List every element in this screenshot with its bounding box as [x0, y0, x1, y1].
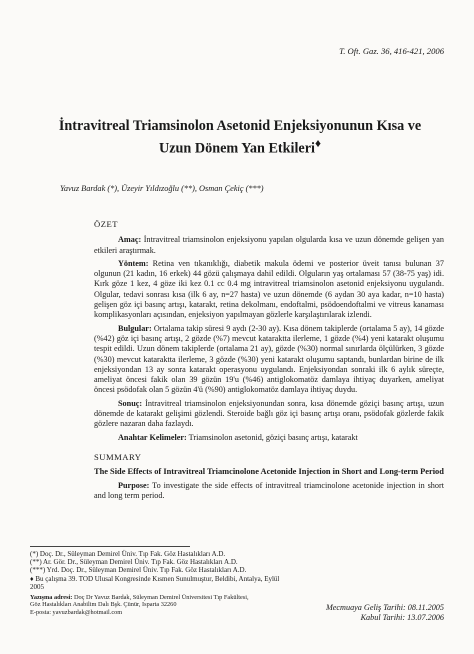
title-footnote-mark: ♦ — [314, 136, 321, 150]
purpose-paragraph — [94, 481, 444, 502]
amac-label: Amaç: — [118, 235, 142, 245]
english-title: The Side Effects of Intravitreal Triamcinolone Acetonide Injection in Short and Long-term Period — [94, 467, 444, 477]
abstract-section — [94, 219, 444, 504]
correspondence-address — [30, 594, 260, 616]
bulgular-paragraph — [94, 324, 444, 396]
accepted-date: Kabul Tarihi: 13.07.2006 — [360, 613, 444, 622]
summary-heading: SUMMARY — [94, 451, 142, 462]
article-title — [40, 118, 440, 158]
title-line-2: Uzun Dönem Yan Etkileri — [159, 140, 315, 157]
purpose-text: To investigate the side effects of intravitreal triamcinolone acetonide injection in short and long term period. — [94, 480, 444, 500]
keywords-text: Triamsinolon asetonid, göziçi basınç artışı, katarakt — [186, 432, 358, 442]
keywords-label: Anahtar Kelimeler: — [118, 432, 187, 442]
yontem-paragraph — [94, 259, 444, 321]
received-date: Mecmuaya Geliş Tarihi: 08.11.2005 — [325, 603, 444, 612]
bulgular-label: Bulgular: — [118, 323, 152, 333]
keywords-paragraph — [94, 433, 444, 443]
journal-reference: T. Oft. Gaz. 36, 416-421, 2006 — [339, 46, 444, 56]
address-label: Yazışma adresi: — [30, 594, 73, 601]
submission-dates — [326, 603, 444, 623]
bulgular-text: Ortalama takip süresi 9 aydı (2-30 ay). Kısa dönem takiplerde (ortalama 5 ay), 14 gözde (%42) göz içi basınç artışı, 2 gözde (%7) mevcut kataraktta ilerleme, 1 gözde (%4) yeni katarakt oluşumu tespit edildi. Uzun dönem takiplerde (ortalama 21 ay), gözde (%30) normal sınırlarda ölçülürken, 3 gözde (%30) mevcut kataraktta ilerleme, 3 gözde (%30) yeni katarakt oluşumu saptandı, bunlardan birine de ilk enjeksiyondan 13 ay sonra katarakt operasyonu uygulandı. Enjeksiyondan sonraki ilk 6 aylık süreçte, ameliyat öncesi fakik olan 39 gözün 19'u (%46) antiglokomatöz damlaya ihtiyaç duyarken, ameliyat öncesi psödofak olan 5 gözün 4'ü (%90) antiglokomatöz damlaya ihtiyaç duydu. — [94, 323, 444, 395]
footnote-presentation: ♦ Bu çalışma 39. TOD Ulusal Kongresinde Kısmen Sunulmuştur, Beldibi, Antalya, Eylül 2005 — [30, 574, 280, 591]
sonuc-text: İntravitreal triamsinolon enjeksiyonundan sonra, kısa dönemde göziçi basınç artışı, uzun dönemde de katarakt gelişimi gözlendi. Steroide bağlı göz içi basınç artışı oranı, psödofak gözlerde fakik gözlere nazaran daha fazlaydı. — [94, 398, 444, 429]
footnote-divider — [30, 546, 190, 547]
amac-paragraph — [94, 235, 444, 256]
author-list: Yavuz Bardak (*), Üzeyir Yıldızoğlu (**), Osman Çekiç (***) — [60, 184, 264, 193]
address-text: Doç Dr Yavuz Bardak, Süleyman Demirel Üniversitesi Tıp Fakültesi, Göz Hastalıkları Anabilim Dalı Bşk. Çünür, Isparta 32260 — [30, 594, 249, 609]
yontem-label: Yöntem: — [118, 258, 149, 268]
footnote-1: (*) Doç. Dr., Süleyman Demirel Üniv. Tıp Fak. Göz Hastalıkları A.D. — [30, 550, 226, 558]
title-line-1: İntravitreal Triamsinolon Asetonid Enjeksiyonunun Kısa ve — [58, 118, 422, 134]
purpose-label: Purpose: — [118, 480, 150, 490]
yontem-text: Retina ven tıkanıklığı, diabetik makula ödemi ve posterior üveit tanısı bulunan 37 olgunun (21 kadın, 16 erkek) 44 gözü çalışmaya dahil edildi. Olguların yaş ortalaması 57 (38-75 yaş) idi. Kırk göze 1 kez, 4 göze iki kez 0.1 cc 0.4 mg intravitreal triamsinolon asetonid enjeksiyonu uygulandı. Olgular, tedavi sonrası kısa (ilk 6 ay, n=27 hasta) ve uzun dönemde (6 aydan 30 aya kadar, n=10 hasta) gelişen göz içi basınç artışı, katarakt, retina dekolmanı, endoftalmi, psödoendoftalmi ve vitreus kanaması komplikasyonları açısından, enjeksiyon yapılmayan gözlerle karşılaştırılarak izlendi. — [94, 258, 444, 320]
amac-text: İntravitreal triamsinolon enjeksiyonu yapılan olgularda kısa ve uzun dönemde gelişen yan etkileri araştırmak. — [94, 235, 444, 255]
footnotes — [30, 546, 290, 591]
sonuc-paragraph — [94, 399, 444, 430]
email-line: E-posta: yavuzbardak@hotmail.com — [30, 608, 123, 616]
footnote-2: (**) Ar. Gör. Dr., Süleyman Demirel Üniv. Tıp Fak. Göz Hastalıkları A.D. — [30, 558, 238, 567]
ozet-heading: ÖZET — [94, 219, 118, 229]
footnote-3: (***) Yrd. Doç. Dr., Süleyman Demirel Üniv. Tıp Fak. Göz Hastalıkları A.D. — [30, 566, 247, 575]
sonuc-label: Sonuç: — [118, 398, 143, 408]
